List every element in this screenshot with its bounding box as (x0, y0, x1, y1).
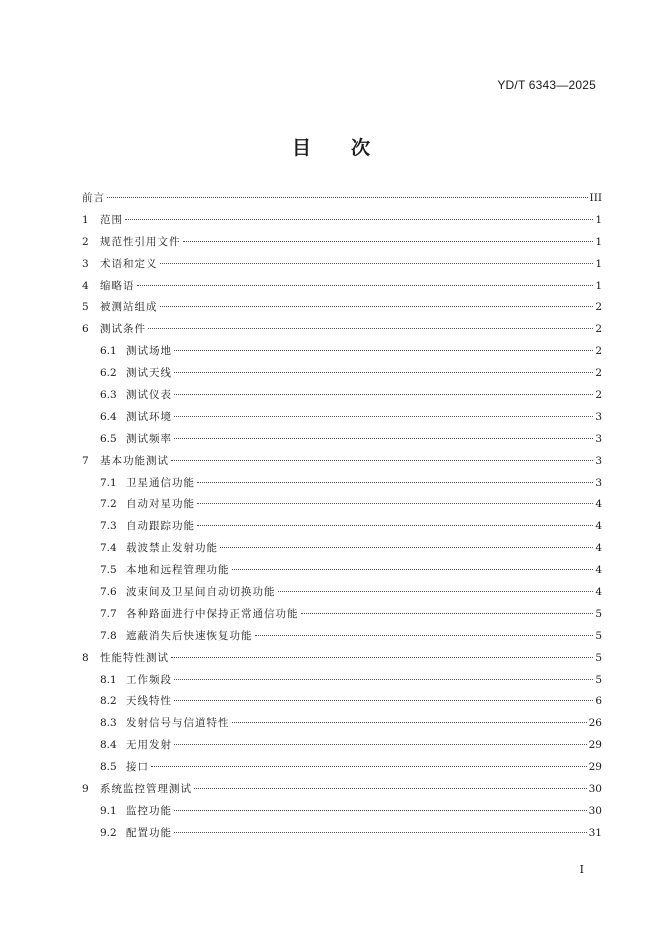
toc-entry-title: 系统监控管理测试 (100, 783, 192, 796)
toc-entry-page: 26 (588, 717, 602, 730)
toc-entry-page: 1 (595, 257, 602, 270)
toc-dot-leader (148, 328, 593, 329)
toc-dot-leader (174, 810, 587, 811)
toc-entry-page: 3 (595, 432, 602, 445)
toc-dot-leader (174, 832, 587, 833)
toc-entry-number: 9.2 (100, 826, 117, 839)
toc-entry-title: 接口 (126, 761, 149, 774)
toc-entry[interactable] (82, 823, 602, 845)
toc-dot-leader (232, 722, 587, 723)
toc-entry-number: 6.3 (100, 389, 117, 402)
toc-entry-page: 4 (595, 498, 602, 511)
toc-entry-title: 测试仪表 (126, 389, 172, 402)
toc-entry-number: 1 (82, 213, 89, 226)
toc-entry-number: 4 (82, 279, 89, 292)
toc-dot-leader (160, 306, 594, 307)
toc-dot-leader (151, 766, 587, 767)
toc-entry-title: 天线特性 (126, 695, 172, 708)
toc-dot-leader (197, 525, 593, 526)
toc-entry-page: 4 (595, 586, 602, 599)
toc-entry-page: 5 (595, 629, 602, 642)
toc-entry[interactable] (82, 691, 602, 713)
toc-entry-number: 7.4 (100, 542, 117, 555)
toc-entry-page: 1 (595, 279, 602, 292)
toc-entry-number: 7.1 (100, 476, 117, 489)
toc-dot-leader (137, 285, 594, 286)
toc-dot-leader (183, 241, 594, 242)
toc-entry-number: 9.1 (100, 804, 117, 817)
toc-entry-page: 2 (595, 301, 602, 314)
toc-entry-title: 自动跟踪功能 (126, 520, 195, 533)
toc-entry[interactable] (82, 385, 602, 407)
toc-entry[interactable] (82, 604, 602, 626)
toc-entry-number: 9 (82, 783, 89, 796)
page-title-part2: 次 (351, 137, 371, 159)
toc-entry-number: 7.6 (100, 586, 117, 599)
toc-entry[interactable] (82, 670, 602, 692)
toc-entry-number: 7.7 (100, 607, 117, 620)
toc-dot-leader (174, 372, 593, 373)
toc-entry-title: 测试天线 (126, 367, 172, 380)
page-title-part1: 目 (291, 137, 311, 159)
toc-dot-leader (174, 438, 593, 439)
toc-entry[interactable] (82, 779, 602, 801)
toc-entry-number: 7 (82, 454, 89, 467)
toc-entry-page: 4 (595, 542, 602, 555)
toc-entry[interactable] (82, 757, 602, 779)
toc-entry-page: 1 (595, 235, 602, 248)
toc-entry-title: 工作频段 (126, 673, 172, 686)
toc-entry[interactable] (82, 648, 602, 670)
toc-entry-page: 29 (588, 739, 602, 752)
toc-entry-page: 30 (588, 783, 602, 796)
toc-entry-page: 1 (595, 213, 602, 226)
toc-entry[interactable] (82, 560, 602, 582)
toc-dot-leader (255, 635, 594, 636)
toc-entry-number: 7.5 (100, 564, 117, 577)
toc-entry-title: 本地和远程管理功能 (126, 564, 230, 577)
toc-entry[interactable] (82, 276, 602, 298)
toc-entry-number: 7.8 (100, 629, 117, 642)
toc-entry-number: 2 (82, 235, 89, 248)
toc-dot-leader (197, 482, 593, 483)
toc-dot-leader (197, 503, 593, 504)
toc-entry[interactable] (82, 254, 602, 276)
toc-dot-leader (171, 460, 593, 461)
toc-entry-number: 8.2 (100, 695, 117, 708)
toc-entry[interactable] (82, 188, 602, 210)
toc-entry[interactable] (82, 232, 602, 254)
toc-entry[interactable] (82, 341, 602, 363)
toc-entry-page: 3 (595, 476, 602, 489)
toc-entry-title: 载波禁止发射功能 (126, 542, 218, 555)
toc-dot-leader (174, 679, 593, 680)
toc-entry-page: 5 (595, 673, 602, 686)
toc-entry-page: 3 (595, 410, 602, 423)
toc-entry[interactable] (82, 407, 602, 429)
toc-entry-title: 性能特性测试 (100, 651, 169, 664)
toc-entry-number: 8.4 (100, 739, 117, 752)
toc-entry-number: 7.3 (100, 520, 117, 533)
toc-entry[interactable] (82, 626, 602, 648)
toc-entry-number: 8.5 (100, 761, 117, 774)
toc-entry-page: 31 (588, 826, 602, 839)
toc-entry[interactable] (82, 713, 602, 735)
toc-entry[interactable] (82, 210, 602, 232)
toc-entry[interactable] (82, 494, 602, 516)
table-of-contents (82, 188, 602, 845)
toc-entry-page: 2 (595, 323, 602, 336)
standard-code: YD/T 6343—2025 (497, 78, 596, 92)
toc-entry-title: 术语和定义 (100, 257, 158, 270)
toc-entry-title: 波束间及卫星间自动切换功能 (126, 586, 276, 599)
toc-entry-page: 5 (595, 607, 602, 620)
page-number: I (579, 863, 584, 876)
toc-entry-page: 4 (595, 564, 602, 577)
toc-dot-leader (194, 788, 587, 789)
toc-entry-number: 6.1 (100, 345, 117, 358)
toc-entry-title: 监控功能 (126, 804, 172, 817)
toc-entry-title: 规范性引用文件 (100, 235, 181, 248)
toc-entry-page: III (589, 192, 602, 204)
toc-entry-title: 无用发射 (126, 739, 172, 752)
toc-entry-number: 8 (82, 651, 89, 664)
toc-entry-title: 各种路面进行中保持正常通信功能 (126, 607, 299, 620)
toc-entry[interactable] (82, 735, 602, 757)
toc-entry-title: 测试场地 (126, 345, 172, 358)
toc-entry-number: 3 (82, 257, 89, 270)
toc-entry-title: 卫星通信功能 (126, 476, 195, 489)
toc-entry-title: 配置功能 (126, 826, 172, 839)
toc-entry-page: 30 (588, 804, 602, 817)
toc-dot-leader (174, 744, 587, 745)
toc-entry-number: 8.3 (100, 717, 117, 730)
toc-entry-number: 6 (82, 323, 89, 336)
toc-dot-leader (160, 263, 594, 264)
toc-entry-number: 8.1 (100, 673, 117, 686)
toc-entry[interactable] (82, 538, 602, 560)
toc-dot-leader (220, 547, 593, 548)
toc-entry-page: 4 (595, 520, 602, 533)
toc-dot-leader (232, 569, 594, 570)
toc-dot-leader (174, 350, 593, 351)
toc-entry-page: 2 (595, 345, 602, 358)
toc-entry[interactable] (82, 582, 602, 604)
toc-entry-title: 前言 (82, 192, 105, 204)
toc-entry-number: 5 (82, 301, 89, 314)
toc-dot-leader (125, 219, 593, 220)
toc-dot-leader (174, 700, 593, 701)
toc-entry-number: 7.2 (100, 498, 117, 511)
toc-entry-title: 自动对星功能 (126, 498, 195, 511)
toc-entry-number: 6.5 (100, 432, 117, 445)
toc-entry-page: 2 (595, 367, 602, 380)
toc-dot-leader (174, 416, 593, 417)
toc-entry-title: 被测站组成 (100, 301, 158, 314)
toc-entry[interactable] (82, 451, 602, 473)
toc-entry-title: 缩略语 (100, 279, 135, 292)
toc-entry[interactable] (82, 801, 602, 823)
toc-entry-page: 6 (595, 695, 602, 708)
toc-entry-title: 范围 (100, 213, 123, 226)
toc-entry-number: 6.4 (100, 410, 117, 423)
toc-entry[interactable] (82, 473, 602, 495)
toc-dot-leader (174, 394, 593, 395)
toc-dot-leader (107, 197, 588, 198)
toc-entry-page: 2 (595, 389, 602, 402)
toc-entry-title: 基本功能测试 (100, 454, 169, 467)
page-title (0, 133, 662, 160)
toc-dot-leader (278, 591, 594, 592)
toc-entry-title: 测试频率 (126, 432, 172, 445)
toc-entry-title: 测试条件 (100, 323, 146, 336)
toc-dot-leader (171, 657, 593, 658)
toc-entry-number: 6.2 (100, 367, 117, 380)
toc-entry[interactable] (82, 429, 602, 451)
toc-entry-page: 5 (595, 651, 602, 664)
toc-entry-page: 29 (588, 761, 602, 774)
toc-entry[interactable] (82, 297, 602, 319)
toc-entry[interactable] (82, 516, 602, 538)
toc-dot-leader (301, 613, 594, 614)
toc-entry[interactable] (82, 319, 602, 341)
toc-entry-title: 遮蔽消失后快速恢复功能 (126, 629, 253, 642)
toc-entry-page: 3 (595, 454, 602, 467)
toc-entry[interactable] (82, 363, 602, 385)
toc-entry-title: 测试环境 (126, 410, 172, 423)
toc-entry-title: 发射信号与信道特性 (126, 717, 230, 730)
